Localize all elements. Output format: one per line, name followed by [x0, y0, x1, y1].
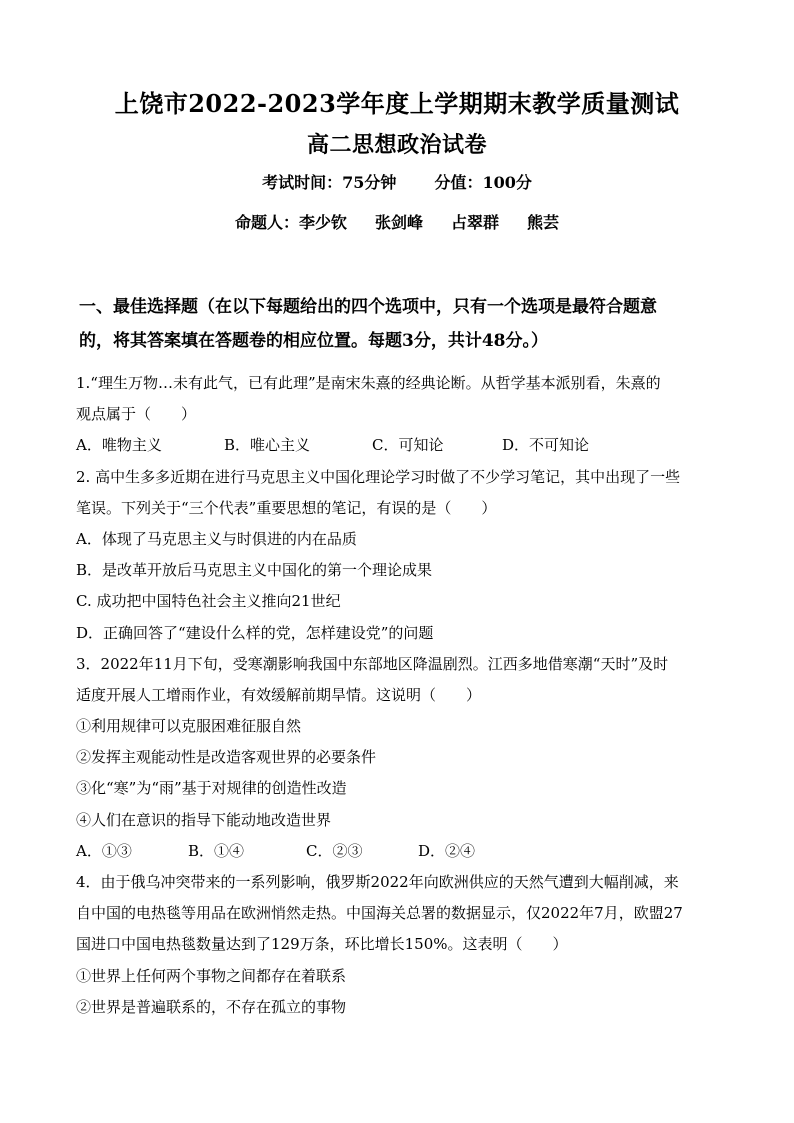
question-text: 观点属于（ ） — [76, 405, 197, 424]
exam-authors — [0, 210, 794, 233]
option-c: C．可知论 — [372, 436, 444, 455]
statement-1: ①世界上任何两个事物之间都存在着联系 — [76, 966, 347, 985]
section-heading-line: 一、最佳选择题（在以下每题给出的四个选项中，只有一个选项是最符合题意 — [79, 297, 657, 317]
question-4 — [76, 867, 721, 1023]
author-3: 占翠群 — [451, 213, 500, 232]
option-d: D．正确回答了“建设什么样的党，怎样建设党”的问题 — [76, 623, 434, 642]
exam-time: 考试时间：75分钟 — [262, 173, 397, 192]
question-text: 4．由于俄乌冲突带来的一系列影响，俄罗斯2022年向欧洲供应的天然气遭到大幅削减，来 — [76, 873, 679, 891]
question-1 — [76, 368, 721, 462]
statement-2: ②发挥主观能动性是改造客观世界的必要条件 — [76, 748, 377, 767]
statement-3: ③化“寒”为“雨”基于对规律的创造性改造 — [76, 779, 347, 798]
exam-info — [0, 170, 794, 193]
exam-subtitle: 高二思想政治试卷 — [306, 132, 487, 158]
option-a: A．唯物主义 — [76, 436, 162, 455]
section-heading-line: 的，将其答案填在答题卷的相应位置。每题3分，共计48分。） — [79, 331, 548, 351]
question-text: 自中国的电热毯等用品在欧洲悄然走热。中国海关总署的数据显示，仅2022年7月，欧盟27 — [76, 904, 683, 923]
option-c: C. 成功把中国特色社会主义推向21世纪 — [76, 592, 341, 611]
question-options — [76, 836, 721, 867]
option-d: D．不可知论 — [502, 436, 590, 455]
option-a: A．体现了马克思主义与时俱进的内在品质 — [76, 529, 357, 548]
option-c: C．②③ — [306, 841, 363, 860]
question-text: 适度开展人工增雨作业，有效缓解前期旱情。这说明（ ） — [76, 685, 482, 704]
option-b: B．唯心主义 — [224, 436, 311, 455]
option-b: B．是改革开放后马克思主义中国化的第一个理论成果 — [76, 561, 433, 580]
question-options — [76, 430, 721, 461]
option-d: D．②④ — [418, 841, 476, 860]
questions — [76, 368, 721, 1023]
section-heading — [79, 290, 719, 358]
question-text: 3．2022年11月下旬，受寒潮影响我国中东部地区降温剧烈。江西多地借寒潮“天时”及时 — [76, 654, 669, 673]
exam-score: 分值：100分 — [434, 173, 532, 192]
statement-1: ①利用规律可以克服困难征服自然 — [76, 717, 302, 736]
question-text: 2. 高中生多多近期在进行马克思主义中国化理论学习时做了不少学习笔记，其中出现了一些 — [76, 467, 681, 486]
statement-4: ④人们在意识的指导下能动地改造世界 — [76, 810, 332, 829]
option-b: B．①④ — [188, 841, 245, 860]
question-2 — [76, 462, 721, 649]
statement-2: ②世界是普遍联系的，不存在孤立的事物 — [76, 997, 347, 1016]
author-1: 命题人：李少钦 — [234, 213, 347, 232]
author-4: 熊芸 — [527, 213, 560, 232]
question-text: 笔误。下列关于“三个代表”重要思想的笔记，有误的是（ ） — [76, 498, 497, 517]
option-a: A．①③ — [76, 841, 132, 860]
question-3 — [76, 649, 721, 867]
question-text: 1.“理生万物…未有此气，已有此理”是南宋朱熹的经典论断。从哲学基本派别看，朱熹的 — [76, 374, 661, 392]
exam-title: 上饶市2022-2023学年度上学期期末教学质量测试 — [114, 89, 680, 118]
author-2: 张剑峰 — [374, 213, 423, 232]
question-text: 国进口中国电热毯数量达到了129万条，环比增长150%。这表明（ ） — [76, 935, 568, 954]
